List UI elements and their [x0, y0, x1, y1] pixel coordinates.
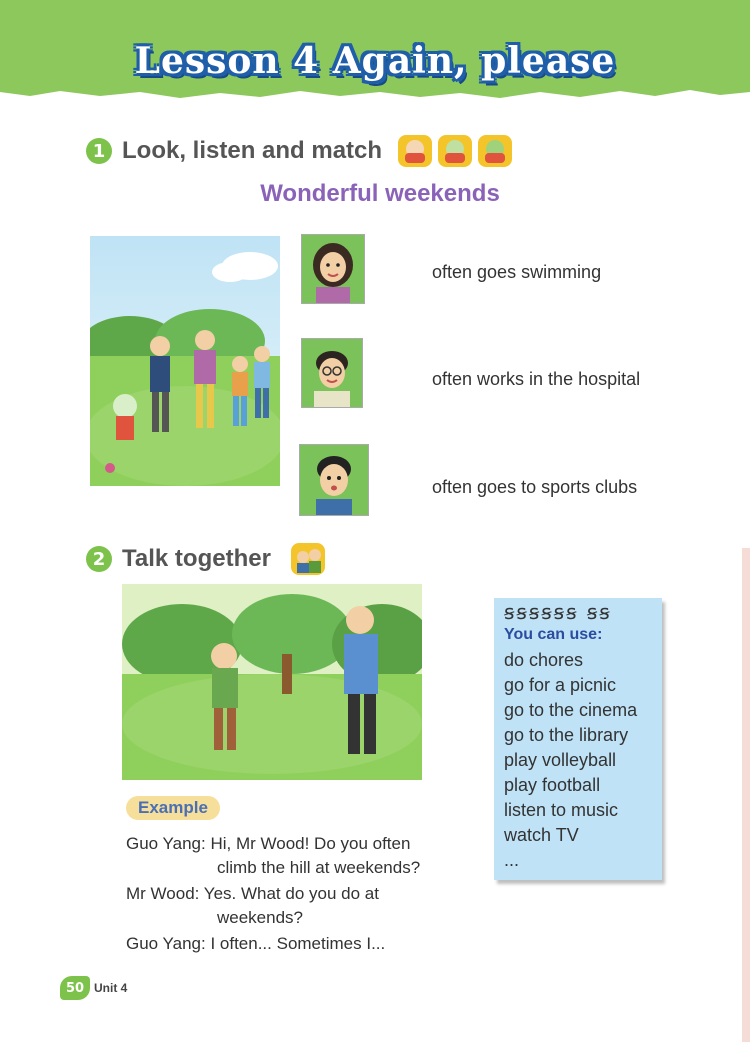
talk-icon: [289, 541, 327, 577]
dialogue-line: [126, 834, 410, 854]
page-number: 50: [60, 976, 90, 1000]
section2-title: Talk together: [122, 545, 271, 572]
phrase-item: watch TV: [504, 825, 579, 845]
unit-label: Unit 4: [94, 981, 128, 995]
phrase-item: go for a picnic: [504, 675, 617, 695]
section1-title: Look, listen and match: [122, 137, 383, 164]
notebook-rings: ꞩꞩꞩꞩꞩꞩ ꞩꞩ: [504, 600, 612, 624]
note-heading: You can use:: [504, 626, 603, 643]
dialogue-continuation: climb the hill at weekends?: [217, 858, 421, 877]
dialogue-speaker: Guo Yang:: [126, 834, 206, 853]
listen-icons: [396, 133, 516, 169]
phrase-item: play volleyball: [504, 750, 617, 770]
example-tag: Example: [126, 796, 220, 820]
section1-number: 1: [86, 138, 112, 164]
phrase-note-card: [494, 598, 662, 880]
dialogue-line: [126, 884, 379, 904]
phrase-item: go to the library: [504, 725, 629, 745]
phrase-list: [504, 648, 637, 873]
section2-heading: [86, 541, 327, 577]
boy-portrait[interactable]: [299, 444, 369, 516]
section1-heading: [86, 133, 516, 169]
phrase-item: play football: [504, 775, 601, 795]
family-walking-illustration: [90, 236, 280, 486]
dialogue-speaker: Mr Wood:: [126, 884, 200, 903]
phrase-item: listen to music: [504, 800, 619, 820]
phrase-item: go to the cinema: [504, 700, 638, 720]
dialogue-text: Yes. What do you do at: [203, 884, 379, 903]
dialogue-text: I often... Sometimes I...: [210, 934, 386, 953]
phrase-item: do chores: [504, 650, 584, 670]
match-item-3: often goes to sports clubs: [432, 477, 638, 497]
lesson-title: Lesson 4 Again, please: [134, 40, 616, 82]
section2-number: 2: [86, 546, 112, 572]
page-edge-strip: [742, 548, 750, 1042]
match-item-1: often goes swimming: [432, 262, 602, 282]
phrase-item: ...: [504, 850, 520, 870]
dialogue-text: Hi, Mr Wood! Do you often: [210, 834, 411, 853]
father-portrait[interactable]: [301, 338, 363, 408]
talk-scene-illustration: [122, 584, 422, 780]
dialogue-line: [126, 934, 385, 954]
lesson-banner: [0, 0, 750, 110]
dialogue-speaker: Guo Yang:: [126, 934, 206, 953]
match-item-2: often works in the hospital: [432, 369, 641, 389]
section1-subtitle: Wonderful weekends: [260, 180, 500, 207]
page-footer: [60, 976, 127, 1000]
mother-portrait[interactable]: [301, 234, 365, 304]
dialogue-continuation: weekends?: [217, 908, 304, 927]
